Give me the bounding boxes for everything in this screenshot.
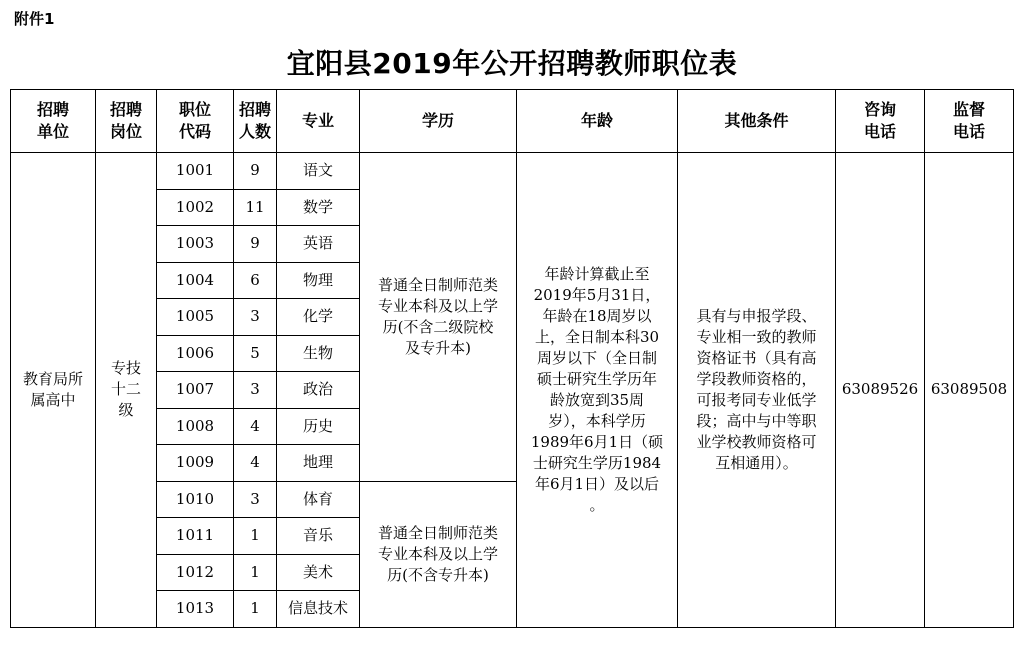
headcount: 4 (234, 408, 277, 445)
headcount: 3 (234, 372, 277, 409)
header-consult-phone: 咨询 电话 (836, 90, 925, 153)
headcount: 3 (234, 481, 277, 518)
headcount: 1 (234, 591, 277, 628)
header-major: 专业 (277, 90, 360, 153)
header-supervise-phone: 监督 电话 (925, 90, 1014, 153)
headcount: 3 (234, 299, 277, 336)
headcount: 5 (234, 335, 277, 372)
supervise-phone: 63089508 (925, 153, 1014, 628)
education-requirement-b: 普通全日制师范类 专业本科及以上学 历(不含专升本) (360, 481, 517, 627)
major-name: 历史 (277, 408, 360, 445)
position-code: 1011 (157, 518, 234, 555)
position-code: 1001 (157, 153, 234, 190)
header-count: 招聘 人数 (234, 90, 277, 153)
headcount: 6 (234, 262, 277, 299)
recruiting-post-cell: 专技 十二 级 (96, 153, 157, 628)
headcount: 4 (234, 445, 277, 482)
other-conditions: 具有与申报学段、 专业相一致的教师 资格证书（具有高 学段教师资格的， 可报考同专业低学 段；高中与中等职 业学校教师资格可 互相通用）。 (678, 153, 836, 628)
headcount: 11 (234, 189, 277, 226)
header-code: 职位 代码 (157, 90, 234, 153)
major-name: 政治 (277, 372, 360, 409)
header-row (11, 90, 1014, 153)
header-education: 学历 (360, 90, 517, 153)
position-code: 1012 (157, 554, 234, 591)
age-requirement: 年龄计算截止至 2019年5月31日， 年龄在18周岁以 上，全日制本科30 周岁以下（全日制 硕士研究生学历年 龄放宽到35周 岁），本科学历 1989年6月1日（硕 士研究生学历1984 年6月1日）及以后 。 (517, 153, 678, 628)
attachment-label: 附件1 (14, 10, 55, 28)
headcount: 9 (234, 153, 277, 190)
position-code: 1003 (157, 226, 234, 263)
page-title: 宜阳县2019年公开招聘教师职位表 (286, 47, 738, 80)
position-code: 1002 (157, 189, 234, 226)
position-code: 1005 (157, 299, 234, 336)
consult-phone: 63089526 (836, 153, 925, 628)
major-name: 英语 (277, 226, 360, 263)
major-name: 音乐 (277, 518, 360, 555)
position-code: 1006 (157, 335, 234, 372)
headcount: 9 (234, 226, 277, 263)
major-name: 生物 (277, 335, 360, 372)
header-age: 年龄 (517, 90, 678, 153)
headcount: 1 (234, 518, 277, 555)
major-name: 信息技术 (277, 591, 360, 628)
position-code: 1009 (157, 445, 234, 482)
table-row (11, 153, 1014, 190)
header-unit: 招聘 单位 (11, 90, 96, 153)
major-name: 化学 (277, 299, 360, 336)
position-code: 1013 (157, 591, 234, 628)
education-requirement-a: 普通全日制师范类 专业本科及以上学 历(不含二级院校 及专升本) (360, 153, 517, 482)
major-name: 体育 (277, 481, 360, 518)
header-other: 其他条件 (678, 90, 836, 153)
position-code: 1007 (157, 372, 234, 409)
major-name: 美术 (277, 554, 360, 591)
major-name: 数学 (277, 189, 360, 226)
job-positions-table (10, 89, 1014, 628)
major-name: 语文 (277, 153, 360, 190)
headcount: 1 (234, 554, 277, 591)
position-code: 1004 (157, 262, 234, 299)
recruiting-unit-cell: 教育局所 属高中 (11, 153, 96, 628)
major-name: 地理 (277, 445, 360, 482)
position-code: 1008 (157, 408, 234, 445)
header-post: 招聘 岗位 (96, 90, 157, 153)
major-name: 物理 (277, 262, 360, 299)
position-code: 1010 (157, 481, 234, 518)
